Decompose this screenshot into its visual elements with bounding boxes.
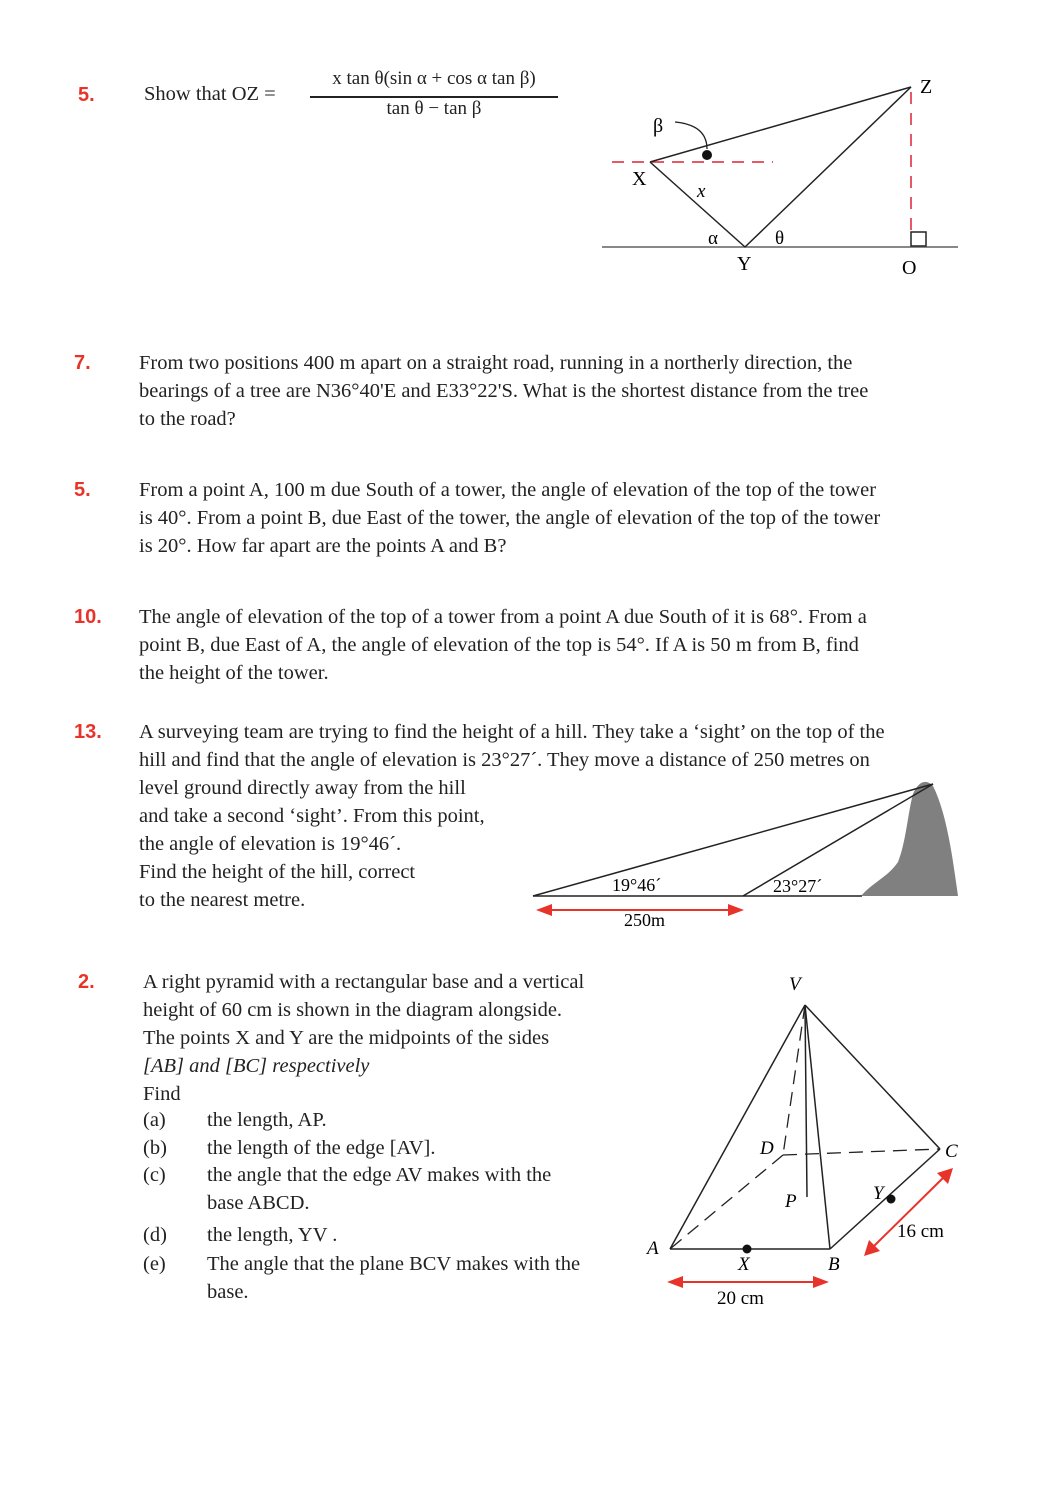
text-line: From two positions 400 m apart on a straight road, running in a northerly direction, the bbox=[139, 352, 853, 374]
arrowhead-right bbox=[728, 904, 744, 916]
arrowhead-b bbox=[813, 1276, 829, 1288]
question-number: 13. bbox=[74, 721, 102, 743]
hill-shape bbox=[861, 782, 958, 896]
part-b bbox=[143, 1134, 435, 1162]
elevation-diagram bbox=[595, 65, 975, 285]
part-text: the length, YV . bbox=[207, 1224, 338, 1246]
part-text: the length, AP. bbox=[207, 1109, 327, 1131]
text-line: point B, due East of A, the angle of elevation of the top is 54°. If A is 50 m from B, find bbox=[139, 634, 859, 656]
part-d bbox=[143, 1221, 337, 1249]
formula-denominator: tan θ − tan β bbox=[386, 98, 482, 119]
text-line: the angle of elevation is 19°46´. bbox=[139, 833, 402, 855]
part-label: (c) bbox=[143, 1164, 166, 1186]
angle-label-near: 23°27´ bbox=[773, 876, 823, 896]
label-o: O bbox=[902, 257, 917, 279]
text-line: Find bbox=[143, 1083, 181, 1105]
label-x-length: x bbox=[697, 181, 706, 202]
text-line: bearings of a tree are N36°40'E and E33°22'S. What is the shortest distance from the tree bbox=[139, 380, 869, 402]
formula-numerator: x tan θ(sin α + cos α tan β) bbox=[332, 68, 536, 89]
text-line: height of 60 cm is shown in the diagram alongside. bbox=[143, 999, 563, 1021]
text-line: to the nearest metre. bbox=[139, 889, 306, 911]
arrowhead-a bbox=[667, 1276, 683, 1288]
beta-arrow bbox=[675, 122, 707, 149]
point-x-dot bbox=[743, 1245, 752, 1254]
question-text: Show that OZ = bbox=[144, 83, 276, 105]
part-c-cont bbox=[207, 1189, 310, 1217]
part-text: base. bbox=[207, 1281, 249, 1303]
hill-diagram bbox=[528, 772, 968, 932]
text-line: is 40°. From a point B, due East of the tower, the angle of elevation of the top of the tower bbox=[139, 507, 881, 529]
label-c: C bbox=[945, 1141, 958, 1162]
edge-va bbox=[670, 1005, 805, 1249]
label-z: Z bbox=[920, 76, 933, 98]
label-a: A bbox=[647, 1238, 659, 1259]
label-16cm: 16 cm bbox=[897, 1221, 944, 1242]
part-e bbox=[143, 1250, 580, 1278]
line-xy bbox=[650, 162, 745, 247]
text-line: hill and find that the angle of elevation is 23°27´. They move a distance of 250 metres on bbox=[139, 749, 870, 771]
label-beta: β bbox=[653, 115, 664, 137]
pyramid-diagram bbox=[635, 965, 970, 1315]
question-number: 5. bbox=[74, 479, 91, 501]
point-y-dot bbox=[887, 1195, 896, 1204]
label-x: X bbox=[738, 1254, 750, 1275]
part-label: (d) bbox=[143, 1224, 167, 1246]
text-line: to the road? bbox=[139, 408, 236, 430]
text-line: Find the height of the hill, correct bbox=[139, 861, 416, 883]
part-label: (e) bbox=[143, 1253, 166, 1275]
label-theta: θ bbox=[775, 228, 785, 249]
label-x-point: X bbox=[632, 168, 647, 190]
question-text bbox=[139, 476, 880, 560]
label-p: P bbox=[785, 1191, 797, 1212]
part-c bbox=[143, 1161, 551, 1189]
part-label: (b) bbox=[143, 1137, 167, 1159]
part-text: the length of the edge [AV]. bbox=[207, 1137, 436, 1159]
edge-vb bbox=[805, 1005, 830, 1249]
text-line: and take a second ‘sight’. From this point, bbox=[139, 805, 485, 827]
question-number: 7. bbox=[74, 352, 91, 374]
question-number: 2. bbox=[78, 971, 95, 993]
label-b: B bbox=[828, 1254, 840, 1275]
edge-da-hidden bbox=[670, 1155, 783, 1249]
part-e-cont bbox=[207, 1278, 249, 1306]
text-line: is 20°. How far apart are the points A and B? bbox=[139, 535, 507, 557]
text-line: The angle of elevation of the top of a tower from a point A due South of it is 68°. From a bbox=[139, 606, 867, 628]
arrowhead-left bbox=[536, 904, 552, 916]
label-y: Y bbox=[737, 253, 752, 275]
angle-marker-dot bbox=[702, 150, 712, 160]
text-line: From a point A, 100 m due South of a tower, the angle of elevation of the top of the tower bbox=[139, 479, 877, 501]
text-line: The points X and Y are the midpoints of the sides bbox=[143, 1027, 550, 1049]
question-number: 10. bbox=[74, 606, 102, 628]
distance-label: 250m bbox=[624, 910, 666, 930]
edge-vd-hidden bbox=[783, 1005, 805, 1155]
angle-label-far: 19°46´ bbox=[612, 875, 662, 895]
question-text bbox=[139, 603, 867, 687]
text-line: A surveying team are trying to find the height of a hill. They take a ‘sight’ on the top of the bbox=[139, 721, 885, 743]
label-alpha: α bbox=[708, 228, 718, 249]
right-angle-mark bbox=[911, 232, 926, 246]
text-line: level ground directly away from the hill bbox=[139, 777, 466, 799]
height-vp bbox=[805, 1005, 807, 1197]
question-text bbox=[139, 349, 868, 433]
text-line: A right pyramid with a rectangular base and a vertical bbox=[143, 971, 585, 993]
part-text: the angle that the edge AV makes with the bbox=[207, 1164, 552, 1186]
text-line: the height of the tower. bbox=[139, 662, 329, 684]
part-a bbox=[143, 1106, 327, 1134]
edge-vc bbox=[805, 1005, 940, 1149]
label-y: Y bbox=[873, 1183, 884, 1204]
label-v: V bbox=[789, 974, 801, 995]
question-text bbox=[143, 968, 584, 1108]
text-line: [AB] and [BC] respectively bbox=[143, 1055, 370, 1077]
label-20cm: 20 cm bbox=[717, 1288, 764, 1309]
sight-line-far bbox=[533, 784, 933, 896]
part-text: The angle that the plane BCV makes with the bbox=[207, 1253, 581, 1275]
part-text: base ABCD. bbox=[207, 1192, 310, 1214]
question-number: 5. bbox=[78, 84, 95, 106]
label-d: D bbox=[760, 1138, 774, 1159]
part-label: (a) bbox=[143, 1109, 166, 1131]
